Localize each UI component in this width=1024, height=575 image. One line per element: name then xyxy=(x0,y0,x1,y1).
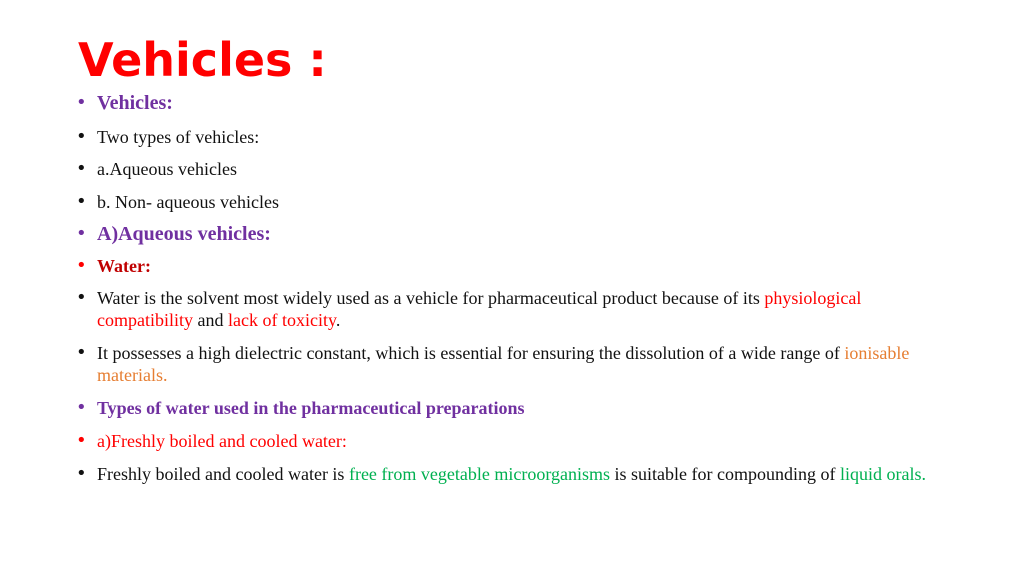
bullet-dot-icon: • xyxy=(76,126,87,147)
bullet-text: a.Aqueous vehicles xyxy=(97,159,237,179)
bullet-dot-icon: • xyxy=(76,397,87,418)
bullet-heading: A)Aqueous vehicles: xyxy=(97,223,271,245)
bullet-heading: Types of water used in the pharmaceutical preparations xyxy=(97,398,525,418)
bullet-highlight: ionisable materials. xyxy=(97,343,910,385)
bullet-text: Vehicles: xyxy=(97,92,173,114)
bullet-text: Two types of vehicles: xyxy=(97,127,260,147)
bullet-item xyxy=(76,430,956,452)
bullet-dot-icon: • xyxy=(76,430,87,451)
bullet-list xyxy=(76,92,956,485)
bullet-text-part: It possesses a high dielectric constant, which is essential for ensuring the dissolution of a wide range of xyxy=(97,343,845,363)
bullet-dot-icon: • xyxy=(76,223,87,244)
bullet-text: b. Non- aqueous vehicles xyxy=(97,192,279,212)
bullet-item xyxy=(76,287,956,331)
bullet-dot-icon: • xyxy=(76,191,87,212)
bullet-heading: Water: xyxy=(97,256,151,276)
bullet-item xyxy=(76,92,956,114)
bullet-item xyxy=(76,223,956,245)
bullet-item xyxy=(76,397,956,419)
bullet-text-part: Freshly boiled and cooled water is xyxy=(97,464,349,484)
bullet-highlight: lack of toxicity xyxy=(228,310,336,330)
bullet-highlight: free from vegetable microorganisms xyxy=(348,464,611,484)
bullet-item xyxy=(76,158,956,180)
bullet-dot-icon: • xyxy=(76,287,87,308)
bullet-dot-icon: • xyxy=(76,342,87,363)
bullet-dot-icon: • xyxy=(76,255,87,276)
bullet-item xyxy=(76,255,956,277)
bullet-text-part: . xyxy=(335,310,341,330)
bullet-item xyxy=(76,191,956,213)
slide-title: Vehicles : xyxy=(78,33,327,87)
bullet-item xyxy=(76,342,956,386)
bullet-item xyxy=(76,126,956,148)
bullet-highlight: physiological compatibility xyxy=(97,288,862,330)
bullet-text-part: and xyxy=(193,310,228,330)
bullet-dot-icon: • xyxy=(76,158,87,179)
bullet-item xyxy=(76,463,956,485)
bullet-heading: a)Freshly boiled and cooled water: xyxy=(97,431,347,451)
bullet-text-part: is suitable for compounding of xyxy=(610,464,840,484)
bullet-text-part: Water is the solvent most widely used as a vehicle for pharmaceutical product because of its xyxy=(97,288,765,308)
bullet-dot-icon: • xyxy=(76,463,87,484)
bullet-dot-icon: • xyxy=(76,92,87,113)
bullet-highlight: liquid orals. xyxy=(840,464,926,484)
